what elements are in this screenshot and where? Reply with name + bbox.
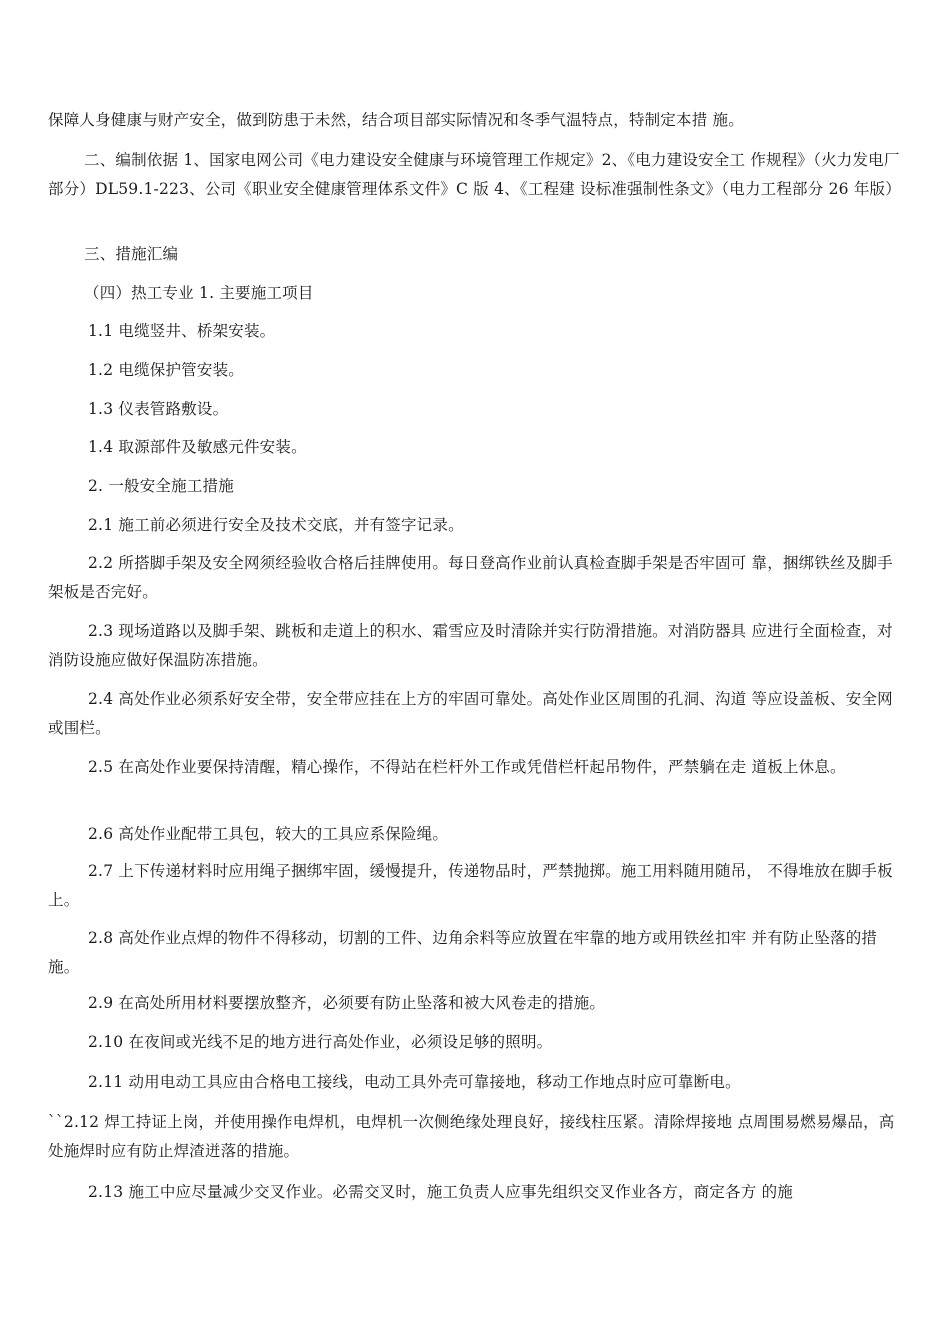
item-2-4: 2.4 高处作业必须系好安全带，安全带应挂在上方的牢固可靠处。高处作业区周围的孔洞、沟道 等应设盖板、安全网或围栏。	[48, 690, 893, 737]
item-2-10: 2.10 在夜间或光线不足的地方进行高处作业，必须设足够的照明。	[88, 1033, 553, 1051]
item-2-2: 2.2 所搭脚手架及安全网须经验收合格后挂牌使用。每日登高作业前认真检查脚手架是否牢固可 靠，捆绑铁丝及脚手架板是否完好。	[48, 554, 893, 601]
item-2-11: 2.11 动用电动工具应由合格电工接线，电动工具外壳可靠接地，移动工作地点时应可靠断电。	[88, 1073, 741, 1091]
item-2-1: 2.1 施工前必须进行安全及技术交底，并有签字记录。	[88, 516, 464, 534]
item-1-4: 1.4 取源部件及敏感元件安装。	[88, 438, 307, 456]
item-2-7: 2.7 上下传递材料时应用绳子捆绑牢固，缓慢提升，传递物品时，严禁抛掷。施工用料随用随吊， 不得堆放在脚手板上。	[48, 862, 893, 909]
item-2-12: ``2.12 焊工持证上岗，并使用操作电焊机，电焊机一次侧绝缘处理良好，接线柱压紧。清除焊接地 点周围易燃易爆品，高处施焊时应有防止焊渣迸落的措施。	[48, 1113, 895, 1160]
item-2-13: 2.13 施工中应尽量减少交叉作业。必需交叉时，施工负责人应事先组织交叉作业各方，商定各方 的施	[88, 1183, 793, 1201]
paragraph-basis: 二、编制依据 1、国家电网公司《电力建设安全健康与环境管理工作规定》2、《电力建设安全工 作规程》（火力发电厂部分）DL59.1-223、公司《职业安全健康管理体系文件》C 版 4、《工程建 设标准强制性条文》（电力工程部分 26 年版）	[48, 151, 901, 198]
item-2-6: 2.6 高处作业配带工具包，较大的工具应系保险绳。	[88, 825, 449, 843]
item-2-3: 2.3 现场道路以及脚手架、跳板和走道上的积水、霜雪应及时清除并实行防滑措施。对消防器具 应进行全面检查，对消防设施应做好保温防冻措施。	[48, 622, 893, 669]
item-2-8: 2.8 高处作业点焊的物件不得移动，切割的工件、边角余料等应放置在牢靠的地方或用铁丝扣牢 并有防止坠落的措施。	[48, 929, 878, 976]
item-2-heading: 2. 一般安全施工措施	[88, 477, 234, 495]
paragraph-intro: 保障人身健康与财产安全，做到防患于未然，结合项目部实际情况和冬季气温特点，特制定本措 施。	[48, 111, 744, 129]
item-2-9: 2.9 在高处所用材料要摆放整齐，必须要有防止坠落和被大风卷走的措施。	[88, 994, 606, 1012]
item-2-5: 2.5 在高处作业要保持清醒，精心操作，不得站在栏杆外工作或凭借栏杆起吊物件，严禁躺在走 道板上休息。	[88, 758, 846, 776]
item-1-3: 1.3 仪表管路敷设。	[88, 400, 229, 418]
item-1-2: 1.2 电缆保护管安装。	[88, 361, 244, 379]
item-1-1: 1.1 电缆竖井、桥架安装。	[88, 322, 276, 340]
subsection-heading: （四）热工专业 1. 主要施工项目	[84, 284, 314, 302]
section-heading: 三、措施汇编	[84, 245, 179, 263]
